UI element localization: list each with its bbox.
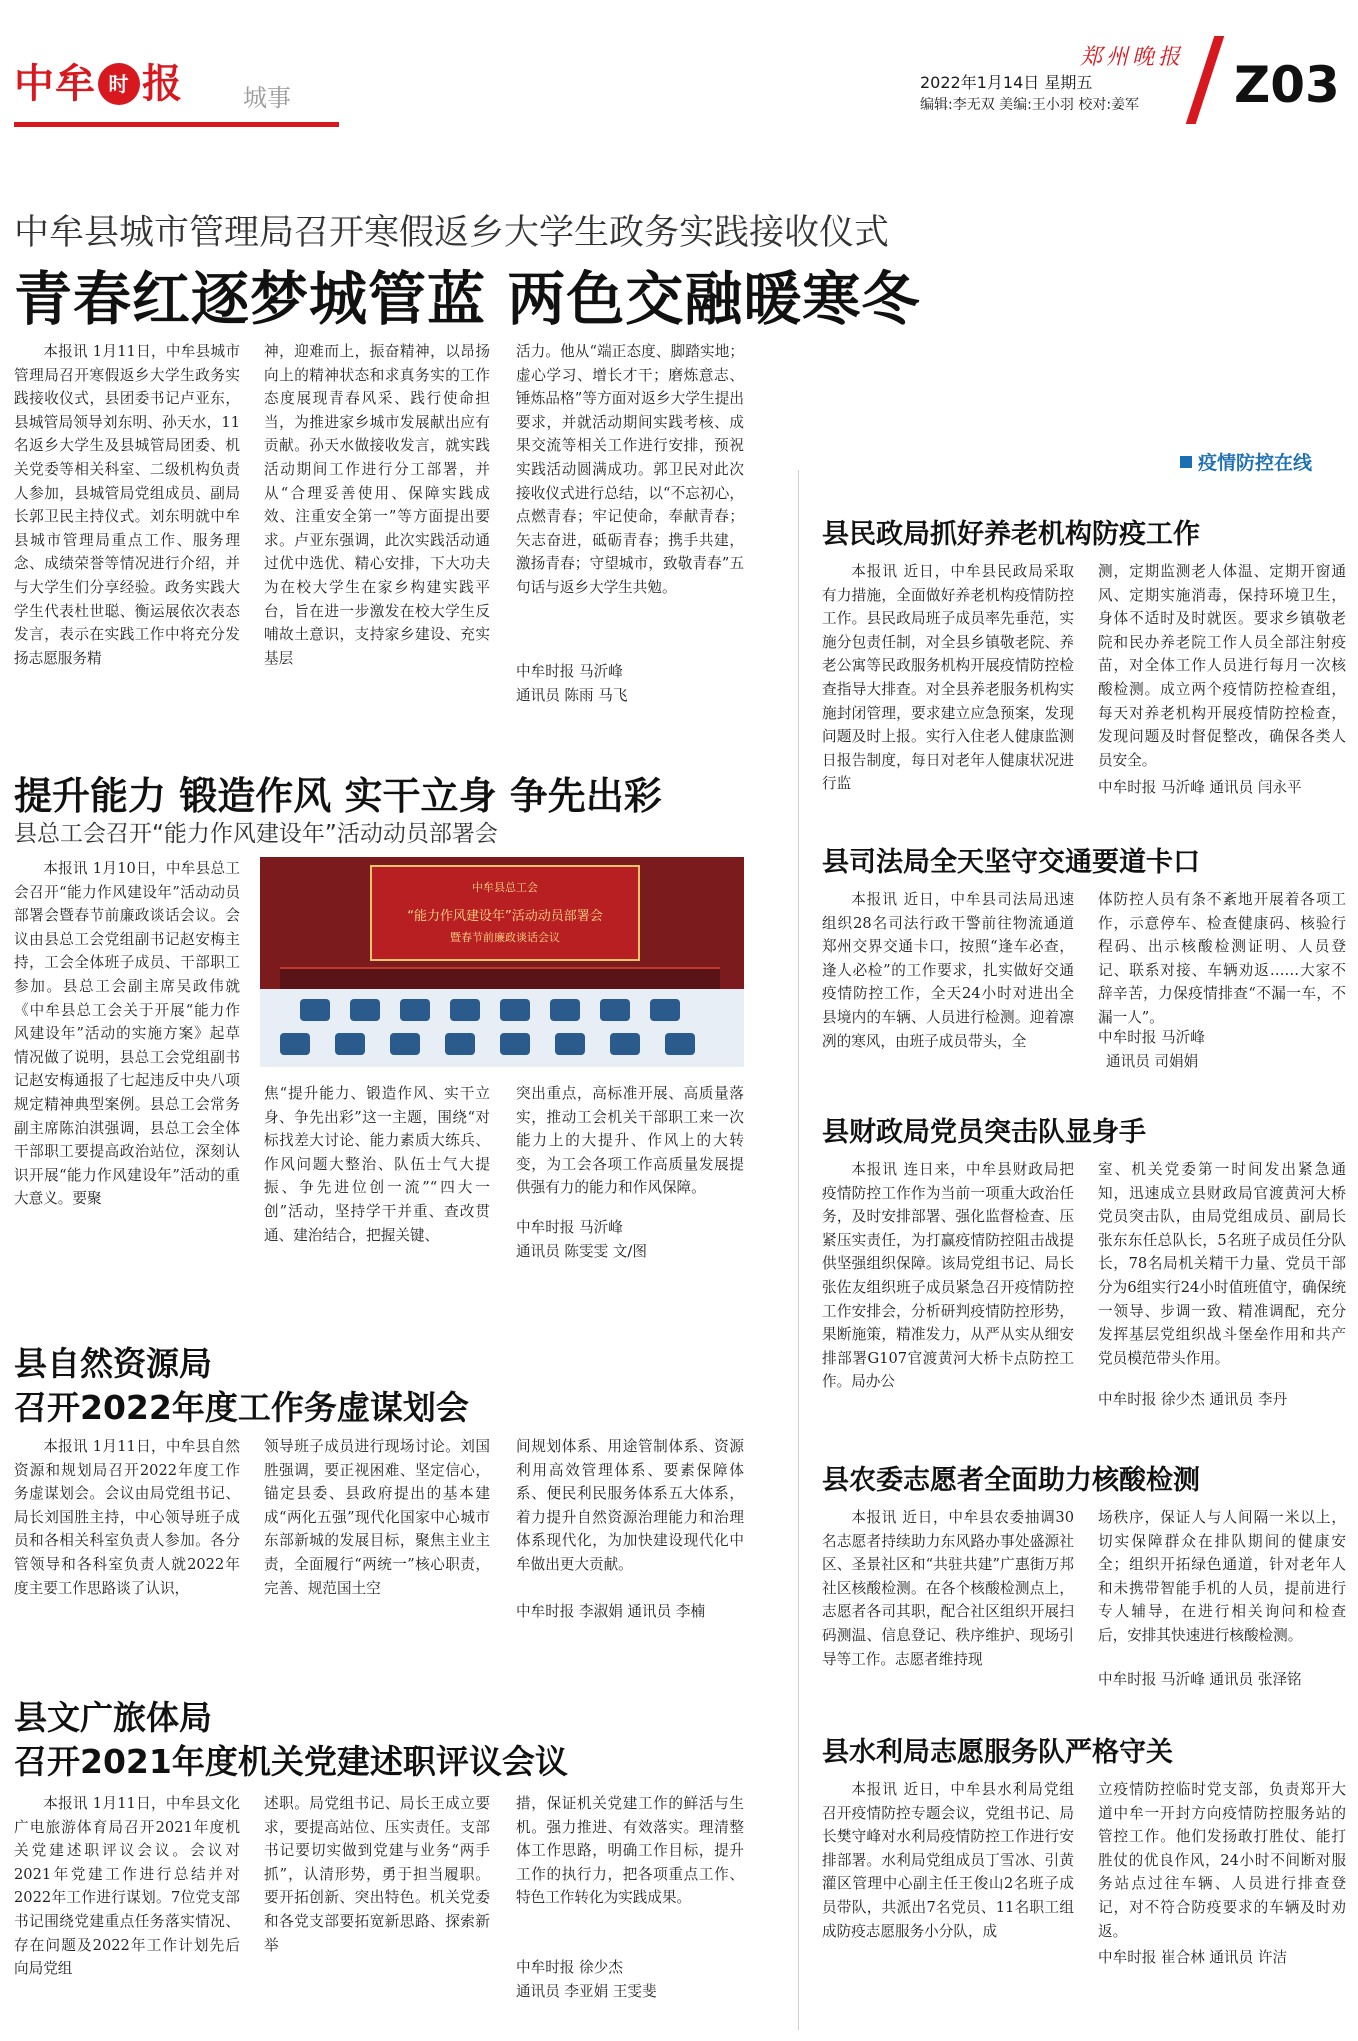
- photo-rostrum: [280, 967, 720, 989]
- meeting-photo: [260, 857, 744, 1067]
- paper-logo: 郑州晚报: [1080, 45, 1185, 70]
- finance-col-1: 本报讯 连日来，中牟县财政局把疫情防控工作作为当前一项重大政治任务，及时安排部署、强化监督检查、压紧压实责任，为打赢疫情防控阻击战提供坚强组织保障。该局党组书记、局长张佐友组织班子成员紧急召开疫情防控工作安排会，分析研判疫情防控形势，果断施策，精准发力，从严从实从细安排部署G107官渡黄河大桥卡点防控工作。局办公: [822, 1161, 1074, 1391]
- epidemic-column-tag: [1180, 448, 1312, 475]
- union-col-3: 突出重点，高标准开展、高质量落实，推动工会机关干部职工来一次能力上的大提升、作风上的大转变，为工会各项工作高质量发展提供强有力的能力和作风保障。: [516, 1085, 744, 1197]
- union-kicker: 县总工会召开“能力作风建设年”活动动员部署会: [14, 821, 498, 847]
- culture-headline-line1: 县文广旅体局: [14, 1698, 212, 1737]
- section-name: 城事: [243, 84, 291, 112]
- justice-col-2: 体防控人员有条不紊地开展着各项工作，示意停车、检查健康码、核验行程码、出示核酸检测证明、人员登记、联系对接、车辆劝返……大家不辞辛苦，力保疫情排查“不漏一车，不漏一人”。: [1098, 891, 1346, 1026]
- agri-col-2: 场秩序，保证人与人间隔一米以上，切实保障群众在排队期间的健康安全；组织开拓绿色通道，针对老年人和未携带智能手机的人员，提前进行专人辅导，在进行相关询问和检查后，安排其快速进行核酸检测。: [1098, 1509, 1346, 1644]
- lead-col-2: 神，迎难而上，振奋精神，以昂扬向上的精神状态和求真务实的工作态度展现青春风采、践行使命担当，为推进家乡城市发展献出应有贡献。孙天水做接收发言，就实践活动期间工作进行分工部署，并从“合理妥善使用、保障实践成效、注重安全第一”等方面提出要求。卢亚东强调，此次实践活动通过优中选优、精心安排，下大功夫为在校大学生在家乡构建实践平台，旨在进一步激发在校大学生反哺故土意识，支持家乡建设、充实基层: [264, 343, 490, 667]
- water-col-1: 本报讯 近日，中牟县水利局党组召开疫情防控专题会议，党组书记、局长樊守峰对水利局疫情防控工作进行安排部署。水利局党组成员丁雪冰、引黄灌区管理中心副主任王俊山2名班子成员带队，共派出7名党员、11名职工组成防疫志愿服务小分队，成: [822, 1781, 1074, 1940]
- union-credit-correspondent: 通讯员 陈雯雯 文/图: [516, 1243, 647, 1260]
- lead-headline: 青春红逐梦城管蓝 两色交融暖寒冬: [14, 265, 921, 333]
- photo-banner-subtitle: 暨春节前廉政谈话会议: [450, 931, 560, 944]
- nature-credit: 中牟时报 李淑娟 通讯员 李楠: [516, 1603, 706, 1620]
- lead-credit-reporter: 中牟时报 马沂峰: [516, 663, 623, 680]
- brand-right: 报: [142, 61, 183, 107]
- tag-label: 疫情防控在线: [1198, 452, 1313, 474]
- justice-col-1: 本报讯 近日，中牟县司法局迅速组织28名司法行政干警前往物流通道郑州交界交通卡口，按照“逢车必查，逢人必检”的工作要求，扎实做好交通疫情防控工作，全天24小时对进出全县境内的车辆、人员进行检测。迎着凛冽的寒风，由班子成员带头，全: [822, 891, 1074, 1050]
- culture-col-2: 述职。局党组书记、局长王成立要求，要提高站位、压实责任。支部书记要切实做到党建与业务“两手抓”，认清形势，勇于担当履职。要开拓创新、突出特色。机关党委和各党支部要拓宽新思路、探索新举: [264, 1795, 490, 1954]
- issue-date: 2022年1月14日 星期五: [920, 73, 1093, 92]
- tag-square-icon: [1180, 456, 1192, 468]
- civil-credit: 中牟时报 马沂峰 通讯员 闫永平: [1098, 779, 1302, 796]
- page-slash-mark: [1186, 36, 1225, 124]
- union-col-1: 本报讯 1月10日，中牟县总工会召开“能力作风建设年”活动动员部署会暨春节前廉政谈话会议。会议由县总工会党组副书记赵安梅主持，工会全体班子成员、干部职工参加。县总工会副主席吴政伟就《中牟县总工会关于开展“能力作风建设年”活动的实施方案》起草情况做了说明，县总工会党组副书记赵安梅通报了七起违反中央八项规定精神典型案例。县总工会常务副主席陈泊淇强调，县总工会全体干部职工要提高政治站位，深刻认识开展“能力作风建设年”活动的重大意义。要聚: [14, 860, 240, 1208]
- editor-credits: 编辑:李无双 美编:王小羽 校对:姜军: [920, 97, 1140, 113]
- culture-headline-line2: 召开2021年度机关党建述职评议会议: [14, 1742, 568, 1781]
- nature-headline-line2: 召开2022年度工作务虚谋划会: [14, 1388, 469, 1427]
- finance-credit: 中牟时报 徐少杰 通讯员 李丹: [1098, 1391, 1288, 1408]
- lead-col-1: 本报讯 1月11日，中牟县城市管理局召开寒假返乡大学生政务实践接收仪式，县团委书记卢亚东，县城管局领导刘东明、孙天水，11名返乡大学生及县城管局团委、机关党委等相关科室、二级机构负责人参加，县城管局党组成员、副局长郭卫民主持仪式。刘东明就中牟县城市管理局重点工作、服务理念、成绩荣誉等情况进行介绍，并与大学生们分享经验。政务实践大学生代表杜世聪、衡运展依次表态发言，表示在实践工作中将充分发扬志愿服务精: [14, 343, 240, 667]
- lead-col-3: 活力。他从“端正态度、脚踏实地；虚心学习、增长才干；磨炼意志、锤炼品格”等方面对返乡大学生提出要求，并就活动期间实践考核、成果交流等相关工作进行安排，预祝实践活动圆满成功。郭卫民对此次接收仪式进行总结，以“不忘初心，点燃青春；牢记使命，奉献青春；矢志奋进，砥砺青春；携手共建，激扬青春；守望城市，致敬青春”五句话与返乡大学生共勉。: [516, 343, 744, 596]
- sidebar-divider: [798, 470, 799, 2030]
- water-col-2: 立疫情防控临时党支部，负责郑开大道中牟一开封方向疫情防控服务站的管控工作。他们发扬敢打胜仗、能打胜仗的优良作风，24小时不间断对服务站点过往车辆、人员进行排查登记，对不符合防疫要求的车辆及时劝返。: [1098, 1781, 1346, 1940]
- photo-banner-title: “能力作风建设年”活动动员部署会: [407, 909, 603, 924]
- nature-headline-line1: 县自然资源局: [14, 1344, 212, 1383]
- culture-col-1: 本报讯 1月11日，中牟县文化广电旅游体育局召开2021年度机关党建述职评议会议。会议对2021年党建工作进行总结并对2022年工作进行谋划。7位党支部书记围绕党建重点任务落实情况、存在问题及2022年工作计划先后向局党组: [14, 1795, 240, 1978]
- culture-credit-reporter: 中牟时报 徐少杰: [516, 1959, 623, 1976]
- finance-col-2: 室、机关党委第一时间发出紧急通知，迅速成立县财政局官渡黄河大桥党员突击队，由局党组成员、副局长张东东任总队长，5名班子成员任分队长，78名局机关精干力量、党员干部分为6组实行24小时值班值守，确保统一领导、步调一致、精准调配，充分发挥基层党组织战斗堡垒作用和共产党员模范带头作用。: [1098, 1161, 1346, 1367]
- union-col-2: 焦“提升能力、锻造作风、实干立身、争先出彩”这一主题，围绕“对标找差大讨论、能力素质大练兵、作风问题大整治、队伍士气大提振、争先进位创一流”“四大一创”活动，坚持学干并重、查改贯通、建治结合，把握关键、: [264, 1085, 490, 1244]
- water-credit: 中牟时报 崔合林 通讯员 许洁: [1098, 1949, 1288, 1966]
- photo-stage-banner: [370, 865, 640, 961]
- agri-credit: 中牟时报 马沂峰 通讯员 张泽铭: [1098, 1671, 1302, 1688]
- culture-credit-correspondent: 通讯员 李亚娟 王雯斐: [516, 1983, 657, 2000]
- photo-audience: [260, 989, 744, 1067]
- culture-col-3: 措，保证机关党建工作的鲜活与生机。强力推进、有效落实。理清整体工作思路，明确工作目标，提升工作的执行力，把各项重点工作、特色工作转化为实践成果。: [516, 1795, 744, 1907]
- finance-headline: 县财政局党员突击队显身手: [822, 1117, 1146, 1148]
- agri-headline: 县农委志愿者全面助力核酸检测: [822, 1465, 1200, 1496]
- water-headline: 县水利局志愿服务队严格守关: [822, 1737, 1173, 1768]
- photo-banner-org: 中牟县总工会: [472, 881, 538, 894]
- union-credit-reporter: 中牟时报 马沂峰: [516, 1219, 623, 1236]
- justice-headline: 县司法局全天坚守交通要道卡口: [822, 847, 1200, 878]
- lead-kicker: 中牟县城市管理局召开寒假返乡大学生政务实践接收仪式: [14, 213, 890, 253]
- brand-circle: 时: [98, 63, 140, 105]
- masthead-underline: [14, 122, 339, 127]
- nature-col-3: 间规划体系、用途管制体系、资源利用高效管理体系、要素保障体系、便民利民服务体系五大体系，着力提升自然资源治理能力和治理体系现代化，为加快建设现代化中牟做出更大贡献。: [516, 1438, 744, 1573]
- civil-headline: 县民政局抓好养老机构防疫工作: [822, 519, 1200, 550]
- civil-col-2: 测，定期监测老人体温、定期开窗通风、定期实施消毒，保持环境卫生，身体不适时及时就医。要求乡镇敬老院和民办养老院工作人员全部注射疫苗，对全体工作人员进行每月一次核酸检测。成立两个疫情防控检查组，每天对养老机构开展疫情防控检查，发现问题及时督促整改，确保各类人员安全。: [1098, 563, 1346, 769]
- civil-col-1: 本报讯 近日，中牟县民政局采取有力措施，全面做好养老机构疫情防控工作。县民政局班子成员率先垂范，实施分包责任制，对全县乡镇敬老院、养老公寓等民政服务机构开展疫情防控检查指导大排查。对全县养老服务机构实施封闭管理，要求建立应急预案，发现问题及时上报。实行入住老人健康监测日报告制度，每日对老年人健康状况进行监: [822, 563, 1074, 793]
- brand-logo: [14, 52, 183, 109]
- justice-credit-reporter: 中牟时报 马沂峰: [1098, 1029, 1205, 1046]
- justice-credit-correspondent: 通讯员 司娟娟: [1106, 1053, 1199, 1070]
- nature-col-2: 领导班子成员进行现场讨论。刘国胜强调，要正视困难、坚定信心，锚定县委、县政府提出的基本建成“两化五强”现代化国家中心城市东部新城的发展目标，聚焦主业主责，全面履行“两统一”核心职责，完善、规范国土空: [264, 1438, 490, 1597]
- page-number: Z03: [1234, 56, 1340, 114]
- nature-col-1: 本报讯 1月11日，中牟县自然资源和规划局召开2022年度工作务虚谋划会。会议由局党组书记、局长刘国胜主持，中心领导班子成员和各相关科室负责人参加。各分管领导和各科室负责人就2022年度主要工作思路谈了认识，: [14, 1438, 240, 1597]
- brand-left: 中牟: [14, 61, 96, 107]
- agri-col-1: 本报讯 近日，中牟县农委抽调30名志愿者持续助力东风路办事处盛源社区、圣景社区和“共驻共建”广惠街万邦社区核酸检测。在各个核酸检测点上，志愿者各司其职，配合社区组织开展扫码测温、信息登记、秩序维护、现场引导等工作。志愿者维持现: [822, 1509, 1074, 1668]
- lead-credit-correspondent: 通讯员 陈雨 马飞: [516, 687, 628, 704]
- union-headline: 提升能力 锻造作风 实干立身 争先出彩: [14, 774, 662, 818]
